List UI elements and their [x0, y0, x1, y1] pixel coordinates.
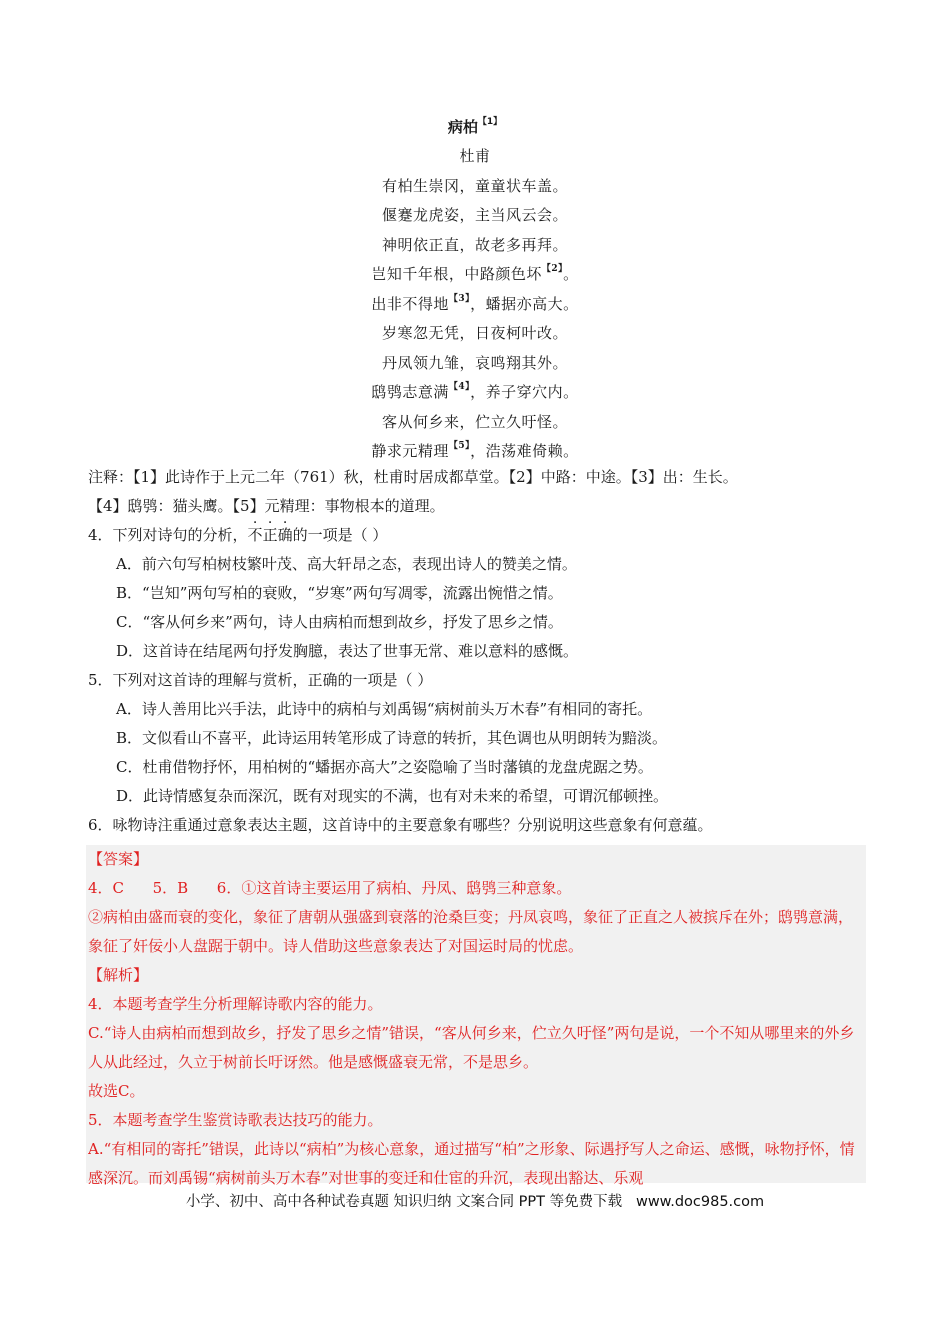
- analysis-heading: 【解析】: [88, 966, 149, 984]
- question-4-stem: 4．下列对诗句的分析，不正确的一项是（ ）: [88, 526, 388, 544]
- analysis-line: 4．本题考查学生分析理解诗歌内容的能力。: [88, 995, 383, 1013]
- poem-line: 神明依正直，故老多再拜。: [381, 235, 568, 254]
- answer-section: [88, 845, 863, 1193]
- answer-heading: 【答案】: [88, 850, 149, 868]
- emphasis-char: 正: [262, 526, 278, 544]
- analysis-line: C.“诗人由病柏而想到故乡，抒发了思乡之情”错误，“客从何乡来，伫立久吁怪”两句是说，一个不知从哪里来的外乡人从此经过，久立于树前长吁讶然。他是感慨盛衰无常，不是思乡。: [88, 1024, 855, 1071]
- poem-line: 出非不得地$^{【3】}$，蟠据亦高大。: [371, 293, 579, 313]
- poem-footnote-marker: 【2】: [541, 264, 564, 274]
- question-4-option-d: D．这首诗在结尾两句抒发胸臆，表达了世事无常、难以意料的感慨。: [116, 642, 579, 660]
- poem-line: 静求元精理$^{【5】}$，浩荡难倚赖。: [371, 441, 579, 460]
- annotation-line: 注释：【1】此诗作于上元二年（761）秋，杜甫时居成都草堂。【2】中路：中途。【3】出：生长。: [88, 468, 738, 486]
- question-4-option-a: A．前六句写柏树枝繁叶茂、高大轩昂之态，表现出诗人的赞美之情。: [116, 555, 577, 573]
- poem-footnote-marker: 【5】: [448, 441, 471, 451]
- poem-line: 鸱鸮志意满$^{【4】}$，养子穿穴内。: [371, 382, 579, 401]
- question-4-option-c: C．“客从何乡来”两句，诗人由病柏而想到故乡，抒发了思乡之情。: [116, 613, 563, 631]
- question-5-option-b: B．文似看山不喜平，此诗运用转笔形成了诗意的转折，其色调也从明朗转为黯淡。: [116, 729, 668, 747]
- poem-title-footnote: 【1】: [477, 117, 503, 127]
- analysis-line: A.“有相同的寄托”错误，此诗以“病柏”为核心意象，通过描写“柏”之形象、际遇抒写人之命运、感慨，咏物抒怀，情感深沉。而刘禹锡“病树前头万木春”对世事的变迁和仕宦的升沉，表现出豁达、乐观: [88, 1140, 855, 1187]
- analysis-line: 故选C。: [88, 1082, 145, 1100]
- poem-author: 杜甫: [459, 147, 491, 165]
- question-5-option-c: C．杜甫借物抒怀，用柏树的“蟠据亦高大”之姿隐喻了当时藩镇的龙盘虎踞之势。: [116, 758, 653, 776]
- question-6-stem: 6．咏物诗注重通过意象表达主题，这首诗中的主要意象有哪些？分别说明这些意象有何意蕴。: [88, 816, 713, 834]
- question-4-option-b: B．“岂知”两句写柏的衰败，“岁寒”两句写凋零，流露出惋惜之情。: [116, 584, 563, 602]
- poem-title: [0, 112, 950, 142]
- poem-block: [0, 112, 950, 467]
- footer-banner: 小学、初中、高中各种试卷真题 知识归纳 文案合同 PPT 等免费下载 www.doc985.com: [185, 1194, 765, 1210]
- answer-line: ②病柏由盛而衰的变化，象征了唐朝从强盛到衰落的沧桑巨变；丹凤哀鸣，象征了正直之人被摈斥在外；鸱鸮意满，象征了奸佞小人盘踞于朝中。诗人借助这些意象表达了对国运时局的忧虑。: [88, 908, 854, 955]
- poem-line: 岂知千年根，中路颜色坏$^{【2】}$。: [371, 264, 579, 283]
- poem-line: 客从何乡来，伫立久吁怪。: [381, 412, 568, 431]
- poem-footnote-marker: 【3】: [448, 293, 471, 304]
- poem-line: 有柏生崇冈，童童状车盖。: [381, 176, 568, 195]
- poem-line: 岁寒忽无凭，日夜柯叶改。: [381, 324, 568, 342]
- question-5-option-a: A．诗人善用比兴手法，此诗中的病柏与刘禹锡“病树前头万木春”有相同的寄托。: [116, 700, 653, 718]
- answer-line: 4．C 5．B 6．①这首诗主要运用了病柏、丹凤、鸱鸮三种意象。: [88, 879, 572, 897]
- poem-footnote-marker: 【4】: [448, 382, 471, 392]
- poem-line: 偃蹇龙虎姿，主当风云会。: [381, 206, 568, 224]
- question-5-option-d: D．此诗情感复杂而深沉，既有对现实的不满，也有对未来的希望，可谓沉郁顿挫。: [116, 787, 669, 805]
- question-5-stem: 5．下列对这首诗的理解与赏析，正确的一项是（ ）: [88, 671, 433, 689]
- poem-line: 丹凤领九雏，哀鸣翔其外。: [381, 353, 568, 372]
- emphasis-char: 不: [247, 526, 263, 544]
- poem-title-text: 病柏: [447, 118, 478, 136]
- questions-section: [88, 463, 868, 840]
- analysis-line: 5．本题考查学生鉴赏诗歌表达技巧的能力。: [88, 1111, 383, 1129]
- emphasis-char: 确: [277, 526, 293, 544]
- annotation-line: 【4】鸱鸮：猫头鹰。【5】元精理：事物根本的道理。: [88, 497, 445, 515]
